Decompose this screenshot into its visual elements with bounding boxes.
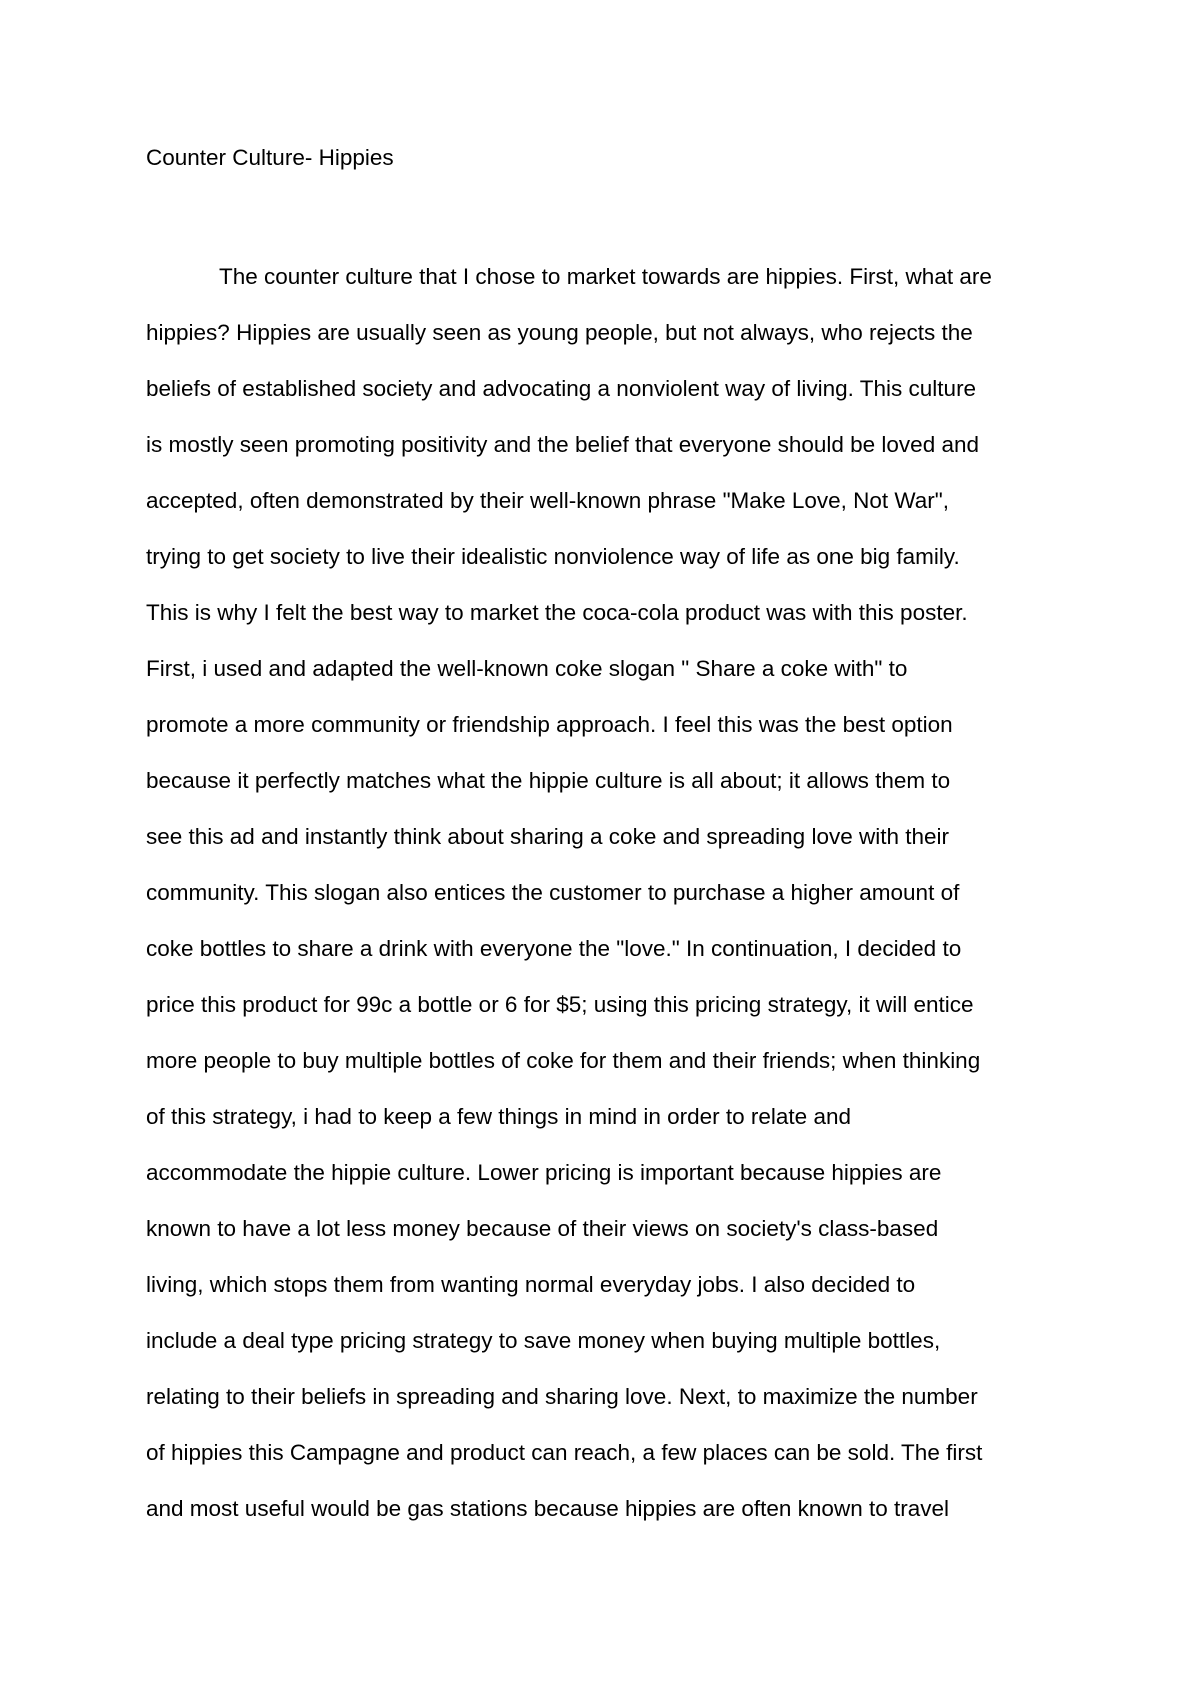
body-line: community. This slogan also entices the customer to purchase a higher amount of <box>146 880 960 905</box>
body-line: accepted, often demonstrated by their well-known phrase "Make Love, Not War", <box>146 488 950 513</box>
body-line: of this strategy, i had to keep a few things in mind in order to relate and <box>146 1104 851 1129</box>
body-line: trying to get society to live their idealistic nonviolence way of life as one big family. <box>146 544 960 569</box>
body-line: beliefs of established society and advocating a nonviolent way of living. This culture <box>146 376 977 401</box>
body-line: because it perfectly matches what the hippie culture is all about; it allows them to <box>146 768 951 793</box>
body-line: of hippies this Campagne and product can reach, a few places can be sold. The first <box>146 1440 983 1465</box>
body-line: see this ad and instantly think about sharing a coke and spreading love with their <box>146 824 950 849</box>
body-line: hippies? Hippies are usually seen as young people, but not always, who rejects the <box>146 320 973 345</box>
body-line: accommodate the hippie culture. Lower pricing is important because hippies are <box>146 1160 942 1185</box>
body-line: This is why I felt the best way to market the coca-cola product was with this poster. <box>146 600 968 625</box>
body-line: relating to their beliefs in spreading and sharing love. Next, to maximize the number <box>146 1384 978 1409</box>
body-line: The counter culture that I chose to market towards are hippies. First, what are <box>219 264 992 289</box>
body-line: promote a more community or friendship approach. I feel this was the best option <box>146 712 953 737</box>
body-line: more people to buy multiple bottles of coke for them and their friends; when thinking <box>146 1048 981 1073</box>
document-body <box>146 262 1086 1550</box>
body-line: First, i used and adapted the well-known coke slogan " Share a coke with" to <box>146 656 908 681</box>
body-line: known to have a lot less money because of their views on society's class-based <box>146 1216 939 1241</box>
body-line: living, which stops them from wanting normal everyday jobs. I also decided to <box>146 1272 916 1297</box>
body-line: is mostly seen promoting positivity and the belief that everyone should be loved and <box>146 432 979 457</box>
body-line: price this product for 99c a bottle or 6 for $5; using this pricing strategy, it will entice <box>146 992 974 1017</box>
body-line: and most useful would be gas stations because hippies are often known to travel <box>146 1496 949 1521</box>
document-title: Counter Culture- Hippies <box>146 145 394 170</box>
body-line: coke bottles to share a drink with everyone the "love." In continuation, I decided to <box>146 936 962 961</box>
body-line: include a deal type pricing strategy to save money when buying multiple bottles, <box>146 1328 941 1353</box>
